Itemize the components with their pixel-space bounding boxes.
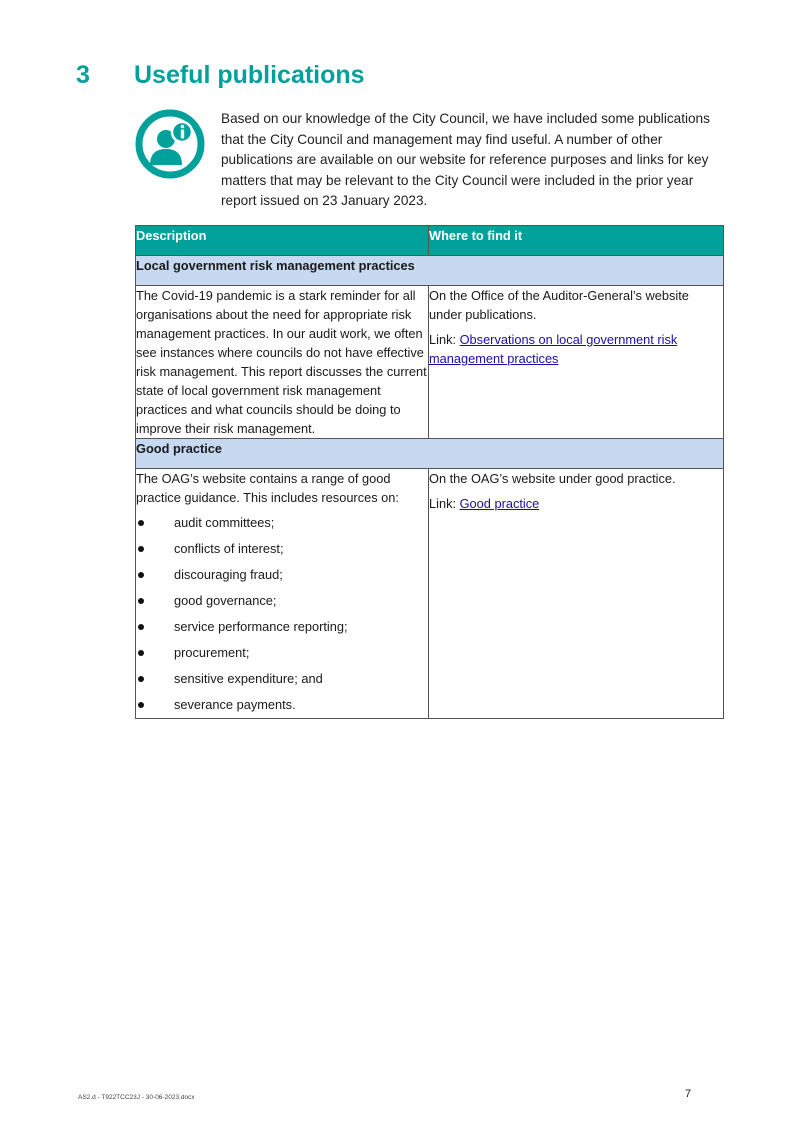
link-line: [429, 494, 723, 513]
list-item: service performance reporting;: [136, 614, 428, 640]
where-cell: [429, 286, 724, 439]
where-cell: [429, 469, 724, 719]
list-item: procurement;: [136, 640, 428, 666]
section-number: 3: [76, 61, 90, 89]
table-header-row: [136, 226, 724, 256]
list-item: sensitive expenditure; and: [136, 666, 428, 692]
description-cell: [136, 469, 429, 719]
list-item: good governance;: [136, 588, 428, 614]
person-info-icon: [134, 108, 206, 180]
good-practice-link[interactable]: Good practice: [459, 496, 540, 511]
header-description: Description: [136, 226, 429, 256]
section-row-risk-management: [136, 256, 724, 286]
section-title-risk-management: Local government risk management practices: [136, 256, 724, 286]
table-row: [136, 286, 724, 439]
document-reference: AS2.d - T922TCC23J - 30-06-2023.docx: [78, 1094, 195, 1101]
where-text: On the Office of the Auditor-General’s website under publications.: [429, 288, 689, 322]
risk-management-link[interactable]: Observations on local government risk management practices: [429, 332, 678, 366]
section-title: Useful publications: [134, 61, 365, 89]
list-item: conflicts of interest;: [136, 536, 428, 562]
table-row: [136, 469, 724, 719]
list-item: discouraging fraud;: [136, 562, 428, 588]
header-where-to-find: Where to find it: [429, 226, 724, 256]
link-prefix: Link:: [429, 496, 460, 511]
description-cell: [136, 286, 429, 439]
intro-paragraph: Based on our knowledge of the City Council, we have included some publications that the City Council and management may find useful. A number of other publications are available on our website for reference purposes and links for key matters that may be relevant to the City Council were included in the prior year report issued on 23 January 2023.: [221, 111, 710, 209]
description-text: The Covid-19 pandemic is a stark reminder for all organisations about the need for appropriate risk management practices. In our audit work, we often see instances where councils do not have effective risk management. This report discusses the current state of local government risk management practices and what councils should be doing to improve their risk management.: [136, 288, 427, 436]
list-item: audit committees;: [136, 510, 428, 536]
description-text: The OAG’s website contains a range of good practice guidance. This includes resources on:: [136, 471, 399, 505]
section-title-good-practice: Good practice: [136, 439, 724, 469]
where-text: On the OAG’s website under good practice.: [429, 471, 676, 486]
resource-list: [136, 510, 428, 718]
list-item: severance payments.: [136, 692, 428, 718]
page-number: 7: [685, 1088, 692, 1100]
link-line: [429, 330, 723, 368]
publications-table: [135, 225, 724, 719]
section-row-good-practice: [136, 439, 724, 469]
link-prefix: Link:: [429, 332, 460, 347]
